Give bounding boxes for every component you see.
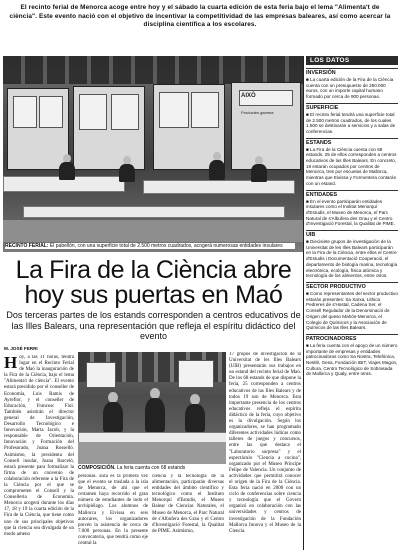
poster xyxy=(13,96,37,128)
sidebar-section-heading: UIB xyxy=(306,230,398,239)
person xyxy=(185,404,205,432)
article-column-3: ciencia y la tecnología de la alimentación, participarán diversas entidades del ámbito científico y tecnológico como el Instituto Menorquí d'Estudis, el Museo Balear de Ciencias Naturales, el Museo de Menorca, el Parc Natural de s'Albufera des Grau y el Centro d'Investigació Forestal, la Qualitat de PIME. Asimismo, xyxy=(152,474,224,534)
caption-label: COMPOSICIÓN. xyxy=(78,465,116,471)
person xyxy=(59,162,75,180)
sidebar-section-heading: ESTANDS xyxy=(306,138,398,147)
article-column-4: 17 grupos de investigación de la Universitat de les Illes Balears (UIB) presentarán sus trabajos en un estand del recinto ferial de Maó. De los 68 estands de que dispone la feria, 25 corresponden a centros educativos de las Illes Balears y de todos 19 son de Menorca. Esta importante presencia de los centros educativos refleja el espíritu didáctico de la feria, cuyo objetivo es la divulgación. Según los organizadores, se han programado diferentes actividades lúdicas como talleres de juegos y concursos, entre las que destaca el "Laboratorio sorpresa" y el espectáculo "Ciencia a cocina", organizado por el Museo Príncipe Felipe de Valencia. Un conjunto de actividades que permitirá conocer el origen de la Fira de la Ciència. Esta feria nació en 2000 con un ciclo de conferencias sobre ciencia y tecnología que el Govern organizó en colaboración con las universidades y centros de investigación de la Fundación Mallorca Innova y el Museo de la Ciencia. xyxy=(229,352,301,534)
sidebar-section-heading: ENTIDADES xyxy=(306,190,398,199)
headline-line-1: La Fira de la Ciència abre xyxy=(15,256,292,284)
caption-text: El pabellón, con una superficie total de 2.500 metros cuadrados, acogerá numerosas entidades insulares xyxy=(49,243,283,249)
person xyxy=(209,160,225,180)
photo-ceiling xyxy=(3,56,303,84)
column-1-text: oy, a las 11 horas, tendrá lugar en el Recinto Ferial de Maó la inauguración de la Fira de la Ciència, bajo el lema "Alimenta't de ciència". El evento estará presidido por el conseller de Economía, Luis Ramis de Ayreflor, y el conseller de Educación, Francesc Fiol. También asistirán el director general de Investigación, Desarrollo Tecnológico e Innovación, Marta Jacob, y la responsable de Orientación, Innovación y Formación del Profesorado, Joana Rosselló. Asimismo, la presidenta del Consell insular, Joana Barceló, estará presente para formalizar la firma de un convenio de colaboración referente a la Fira de la Ciència por el que se comprometen el Consell y la Conselleria de Economía. Menorca acogerá durante los días 17, 18 y 19 la cuarta edición de la Fira de la Ciència, que tiene como uno de sus principales objetivos que la ciencia sea divulgada de un modo ameno xyxy=(4,355,74,537)
poster xyxy=(111,94,139,130)
main-photo-caption xyxy=(5,243,295,249)
main-photo xyxy=(3,56,303,252)
floor xyxy=(78,442,226,464)
sidebar-section-heading: SECTOR PRODUCTIVO xyxy=(306,282,398,291)
sidebar-section-text: ■ En el evento participarán entidades insulares como el Institut Menorquí d'Estudis, el Museo de Menorca, el Parc Natural de s'Albufera des Grau y el Centro d'Investigació Forestal, la Qualitat de PIME. xyxy=(306,198,395,227)
person xyxy=(145,398,165,432)
booth-sign-small: Productes gamma xyxy=(241,110,274,115)
sidebar-section-text: ■ La cuarta edición de la Fira de la Ciència cuenta con un presupuesto de 260.000 euros, con un importe capital humano formado por cerca de 900 personas. xyxy=(306,77,394,100)
sidebar-section xyxy=(306,138,398,187)
sidebar-section xyxy=(306,334,398,377)
data-sidebar xyxy=(306,56,398,550)
byline: M. JOSÉ FERRI xyxy=(4,346,38,351)
floor xyxy=(3,220,303,242)
poster xyxy=(39,96,63,128)
sidebar-section xyxy=(306,190,398,228)
person xyxy=(119,164,135,182)
exhibit-table xyxy=(23,206,285,218)
sidebar-section xyxy=(306,68,398,100)
lead-paragraph: El recinto ferial de Menorca acoge entre hoy y el sábado la cuarta edición de esta feria bajo el lema "Alimenta't de ciència". Este evento nació con el objetivo de incentivar la competitividad de las empresas baleares, así como acercar la disciplina científica a los escolares. xyxy=(9,4,391,29)
sidebar-section-text: ■ Diecisiete grupos de investigación de la Universitat de les Illes Balears participarán en la Fira de la Ciència, entre ellos el Centre d'Estudis i Documentació Cooperació, el departamento de biología marina, tecnología electrónica, ecología, física atómica y tecnología de los alimentos, entre otros. xyxy=(306,239,398,279)
sidebar-section xyxy=(306,282,398,331)
headline xyxy=(6,258,301,308)
poster xyxy=(178,360,214,388)
booth-sign: AIXÒ xyxy=(241,93,256,99)
subheadline: Dos terceras partes de los estands corresponden a centros educativos de las Illes Balears, una representación que refleja el espíritu didáctico del evento xyxy=(6,310,301,341)
sidebar-section-heading: SUPERFICIE xyxy=(306,103,398,112)
column-divider xyxy=(303,56,304,550)
article-column-1 xyxy=(4,355,74,549)
poster xyxy=(79,94,107,130)
caption-label: RECINTO FERIAL: xyxy=(5,243,49,249)
poster xyxy=(159,92,189,128)
sidebar-section xyxy=(306,103,398,135)
sidebar-section-text: ■ La feria cuenta con el apoyo de un número importante de empresas y entidades patrocinadoras como Sa Nostra, Telefónica, Nestlé, Gesa, Fundación IBIT, Viajes Magon, Cultura, Centro Tecnológico de Sobrasada de Mallorca y Qualy, entre otras. xyxy=(306,342,398,377)
person xyxy=(103,402,123,432)
sidebar-section-text: ■ El recinto ferial tendrá una superficie total de 2.500 metros cuadrados, de los cuales 1.500 se destinarán a servicios y a salas de conferencias. xyxy=(306,111,396,134)
poster xyxy=(191,92,219,128)
secondary-photo-caption xyxy=(78,465,226,471)
sidebar-section xyxy=(306,230,398,279)
sidebar-section-heading: PATROCINADORES xyxy=(306,334,398,343)
exhibit-table xyxy=(143,180,295,194)
sidebar-title: LOS DATOS xyxy=(306,56,398,65)
secondary-photo xyxy=(78,352,226,464)
person xyxy=(251,164,267,182)
sidebar-section-text: ■ La Fira de la Ciència cuenta con 68 estands. 25 de ellos corresponden a centros educativos de las Illes Balears. En concreto, 19 estarán ocupados por centros de Menorca, tres por escuelas de Mallorca, mientras que Eivissa y Formentera contarán con un estand. xyxy=(306,146,397,186)
caption-text: La feria cuenta con 68 estands xyxy=(116,465,186,471)
drop-cap: H xyxy=(4,355,18,372)
poster xyxy=(86,362,116,388)
sidebar-section-text: ■ Como representantes del sector productivo estarán presentes: Sa Xarxa, Lithica Pedreres de s'Hostal, Cadena Ser, el Consell Regulador de la Denominació de Origen del queso Mahón-Menorca, el Colegio de Químicos y la Asociación de Químicos de las Illes Balears. xyxy=(306,290,398,331)
article-column-2: personas. Esta es la primera vez que el evento se traslada a la isla de Menorca, de ahí que el certamen haya recorrido el gran número de estudiantes de todo el archipiélago. Los alumnos de Mallorca y Eivissa en seis autocares, los organizadores prevén la asistencia de cerca de 7.000 personas. En la presente convocatoria, que tendrá como eje central la xyxy=(78,474,148,547)
sidebar-section-heading: INVERSIÓN xyxy=(306,68,398,77)
headline-line-2: hoy sus puertas en Maó xyxy=(24,281,283,309)
